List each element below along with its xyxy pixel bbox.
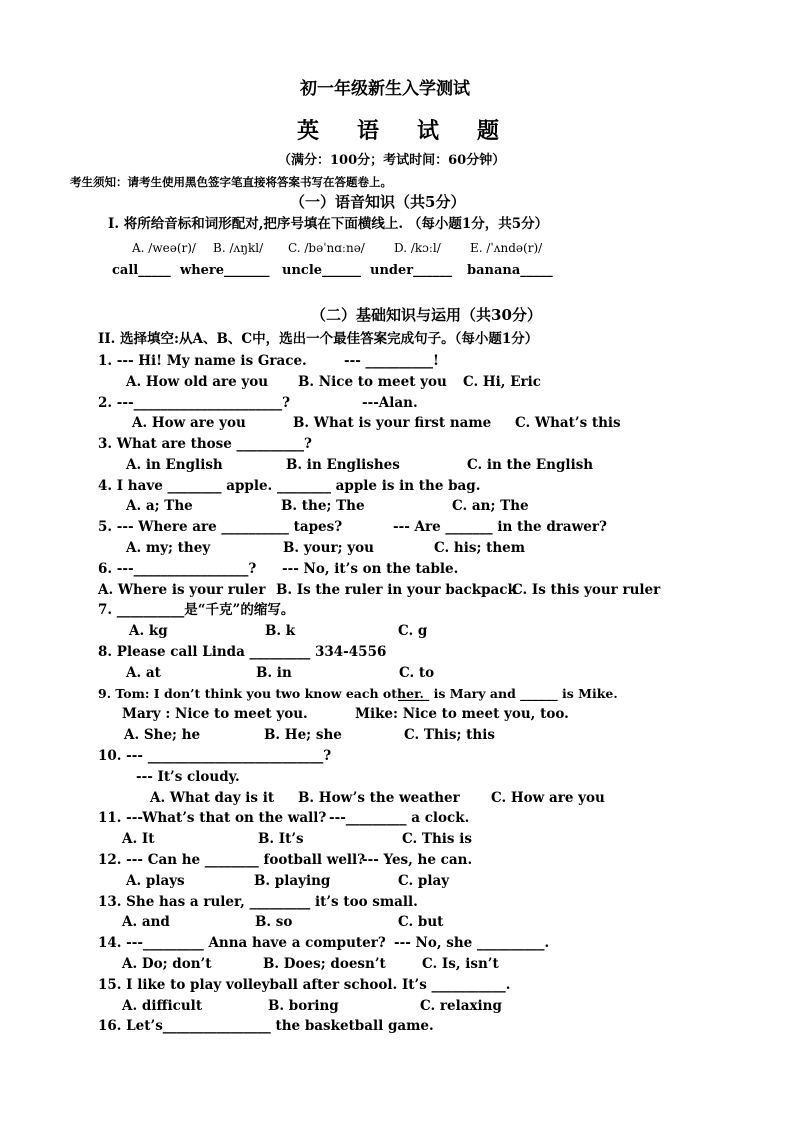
q12-option-a: A. plays	[126, 873, 185, 889]
q11-option-a: A. It	[122, 831, 155, 847]
word-uncle: uncle______	[282, 263, 362, 278]
q2-option-b: B. What is your first name	[293, 415, 492, 431]
subject-char-2: 语	[357, 118, 380, 144]
phonetic-a: A. /weə(r)/	[132, 241, 196, 255]
question-12-reply: --- Yes, he can.	[362, 852, 473, 868]
question-9-blank: _____ is Mary and ______ is Mike.	[398, 686, 618, 701]
word-banana: banana_____	[467, 263, 553, 278]
question-5-reply: --- Are _______ in the drawer?	[393, 519, 607, 535]
q15-option-a: A. difficult	[122, 998, 203, 1014]
question-1: 1. --- Hi! My name is Grace.	[98, 353, 307, 369]
subject-char-4: 题	[477, 118, 500, 144]
q4-option-b: B. the; The	[281, 498, 365, 514]
question-10-reply: --- It’s cloudy.	[136, 769, 240, 785]
q3-option-b: B. in Englishes	[286, 457, 400, 473]
word-where: where_______	[180, 263, 270, 278]
q14-option-a: A. Do; don’t	[122, 956, 212, 972]
question-6: 6. ---_________________?	[98, 561, 257, 577]
q14-option-c: C. Is, isn’t	[422, 956, 499, 972]
q2-option-c: C. What’s this	[515, 415, 621, 431]
q13-option-b: B. so	[255, 914, 293, 930]
phonetic-b: B. /ʌŋkl/	[213, 241, 264, 255]
q3-option-c: C. in the English	[467, 457, 594, 473]
q8-option-b: B. in	[256, 665, 292, 681]
q7-option-c: C. g	[398, 623, 428, 639]
phonetic-c: C. /bəˈnɑːnə/	[288, 241, 365, 255]
section-1-instruction: I. 将所给音标和词形配对,把序号填在下面横线上. （每小题1分，共5分）	[108, 216, 549, 232]
q2-option-a: A. How are you	[132, 415, 246, 431]
question-3: 3. What are those __________?	[98, 436, 312, 452]
q1-option-b: B. Nice to meet you	[298, 374, 447, 390]
q11-option-b: B. It’s	[258, 831, 304, 847]
question-6-reply: --- No, it’s on the table.	[282, 561, 459, 577]
q10-option-b: B. How’s the weather	[298, 790, 460, 806]
q9-option-b: B. He; she	[264, 727, 342, 743]
q3-option-a: A. in English	[126, 457, 223, 473]
phonetic-d: D. /kɔːl/	[394, 241, 441, 255]
subject-char-3: 试	[417, 118, 440, 144]
q15-option-b: B. boring	[268, 998, 339, 1014]
question-1-reply: --- __________!	[344, 353, 439, 369]
question-4: 4. I have ________ apple. ________ apple is in the bag.	[98, 478, 481, 494]
q6-option-c: C. Is this your ruler	[512, 582, 661, 598]
question-5: 5. --- Where are __________ tapes?	[98, 519, 343, 535]
q9-option-c: C. This; this	[404, 727, 495, 743]
q7-option-b: B. k	[265, 623, 296, 639]
q13-option-c: C. but	[398, 914, 444, 930]
section-2-title: （二）基础知识与运用（共30分）	[311, 306, 542, 324]
q9-option-a: A. She; he	[124, 727, 201, 743]
section-2-instruction: II. 选择填空:从A、B、C中，选出一个最佳答案完成句子。（每小题1分）	[98, 331, 539, 347]
phonetic-e: E. /ˈʌndə(r)/	[470, 241, 543, 255]
q5-option-b: B. your; you	[283, 540, 374, 556]
subject-char-1: 英	[297, 118, 320, 144]
q1-option-a: A. How old are you	[126, 374, 269, 390]
question-7: 7. __________是“千克”的缩写。	[98, 602, 295, 618]
q8-option-a: A. at	[126, 665, 161, 681]
question-9: 9. Tom: I don’t think you two know each other.	[98, 686, 424, 701]
q1-option-c: C. Hi, Eric	[463, 374, 541, 390]
q7-option-a: A. kg	[129, 623, 168, 639]
question-9-mary: Mary : Nice to meet you.	[122, 706, 308, 722]
q5-option-c: C. his; them	[434, 540, 526, 556]
section-1-title: （一）语音知识（共5分）	[290, 193, 466, 211]
question-9-mike: Mike: Nice to meet you, too.	[355, 706, 569, 722]
q4-option-c: C. an; The	[452, 498, 529, 514]
q10-option-c: C. How are you	[491, 790, 605, 806]
question-11-reply: ---_________ a clock.	[329, 810, 470, 826]
word-under: under______	[370, 263, 453, 278]
question-15: 15. I like to play volleyball after school. It’s ___________.	[98, 977, 511, 993]
q12-option-b: B. playing	[254, 873, 331, 889]
q4-option-a: A. a; The	[126, 498, 193, 514]
exam-notice: 考生须知：请考生使用黑色签字笔直接将答案书写在答题卷上。	[70, 175, 392, 189]
question-11: 11. ---What’s that on the wall?	[98, 810, 327, 826]
q12-option-c: C. play	[398, 873, 450, 889]
q8-option-c: C. to	[399, 665, 435, 681]
question-14: 14. ---_________ Anna have a computer?	[98, 935, 386, 951]
score-time: （满分：100分；考试时间：60分钟）	[278, 153, 506, 168]
word-call: call_____	[112, 263, 171, 278]
question-8: 8. Please call Linda _________ 334-4556	[98, 644, 387, 660]
question-14-reply: --- No, she __________.	[394, 935, 550, 951]
q14-option-b: B. Does; doesn’t	[263, 956, 386, 972]
question-2-reply: ---Alan.	[362, 395, 418, 411]
question-13: 13. She has a ruler, _________ it’s too small.	[98, 894, 418, 910]
q6-option-b: B. Is the ruler in your backpack	[276, 582, 517, 598]
q11-option-c: C. This is	[402, 831, 472, 847]
q5-option-a: A. my; they	[126, 540, 211, 556]
question-16: 16. Let’s________________ the basketball game.	[98, 1018, 434, 1034]
question-10: 10. --- __________________________?	[98, 748, 332, 764]
q15-option-c: C. relaxing	[420, 998, 502, 1014]
q6-option-a: A. Where is your ruler	[98, 582, 266, 598]
exam-title: 初一年级新生入学测试	[300, 79, 470, 99]
question-12: 12. --- Can he ________ football well?	[98, 852, 366, 868]
question-2: 2. ---______________________?	[98, 395, 291, 411]
q10-option-a: A. What day is it	[150, 790, 275, 806]
q13-option-a: A. and	[122, 914, 170, 930]
